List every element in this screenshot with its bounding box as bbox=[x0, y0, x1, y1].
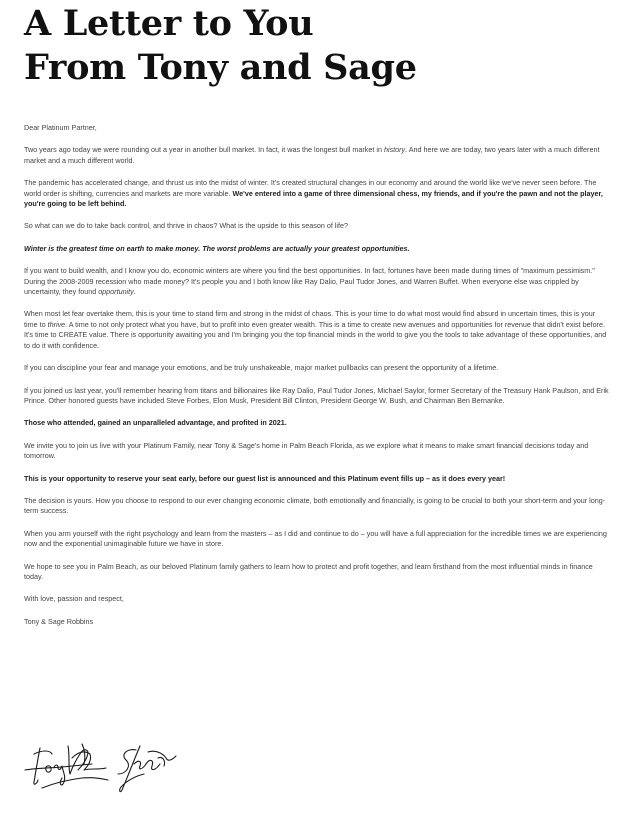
paragraph-10: We invite you to join us live with your Platinum Family, near Tony & Sage's home in Palm Beach Florida, as we explore what it means to make smart financial decisions today and tomorrow. bbox=[24, 440, 589, 461]
paragraph-7: If you can discipline your fear and manage your emotions, and be truly unshakeable, major market pullbacks can present the opportunity of a lifetime. bbox=[24, 363, 499, 373]
paragraph-12: The decision is yours. How you choose to respond to our ever changing economic climate, both emotionally and financially, is going to be crucial to both your short-term and your long-term success. bbox=[24, 495, 606, 516]
paragraph-13: When you arm yourself with the right psychology and learn from the masters – as I did and continue to do – you will have a full appreciation for the incredible times we are experiencing now and the exponential unimaginable future we have in store. bbox=[24, 528, 607, 549]
letter-body bbox=[24, 123, 610, 639]
paragraph-1-text-b: . And here we are today, two years later with a much different market and a much different world. bbox=[24, 145, 600, 165]
sage-signature bbox=[118, 746, 176, 792]
paragraph-5-emphasis: opportunity bbox=[98, 287, 134, 297]
title-line-2: From Tony and Sage bbox=[24, 47, 417, 88]
paragraph-2-bold: We've entered into a game of three dimensional chess, my friends, and if you're the pawn and not the player, you're going to be left behind. bbox=[24, 188, 603, 209]
page-title bbox=[24, 2, 417, 90]
paragraph-5-text-b: . bbox=[133, 287, 136, 297]
paragraph-2-text: The pandemic has accelerated change, and thrust us into the midst of winter. It's created structural changes in our economy and around the world like we've never seen before. The world order is shifting, currencies and markets are more variable. bbox=[24, 178, 597, 198]
paragraph-6 bbox=[24, 309, 610, 351]
paragraph-5 bbox=[24, 266, 610, 297]
paragraph-3: So what can we do to take back control, and thrive in chaos? What is the upside to this season of life? bbox=[24, 221, 349, 231]
tony-signature bbox=[25, 744, 108, 788]
paragraph-1-text-a: Two years ago today we were rounding out a year in another bull market. In fact, it was the longest bull market in bbox=[24, 145, 384, 155]
paragraph-5-text-a: If you want to build wealth, and I know you do, economic winters are where you find the best opportunities. In fact, fortunes have been made during times of "maximum pessimism." During the 2008-2009 recession who made money? It's people you and I both know like Ray Dalio, Paul Tudor Jones, and Warren Buffet. When everyone else was crippled by uncertainty, they found bbox=[24, 266, 595, 297]
signatures bbox=[22, 738, 182, 798]
paragraph-14: We hope to see you in Palm Beach, as our beloved Platinum family gathers to learn how to protect and profit together, and learn firsthand from the most influential minds in finance today. bbox=[24, 561, 593, 581]
paragraph-6-emphasis: thrive bbox=[47, 319, 66, 329]
paragraph-4-headline: Winter is the greatest time on earth to make money. The worst problems are actually your greatest opportunities. bbox=[24, 243, 410, 253]
paragraph-2 bbox=[24, 178, 610, 209]
signoff: Tony & Sage Robbins bbox=[24, 616, 94, 626]
closing: With love, passion and respect, bbox=[24, 594, 124, 604]
title-line-1: A Letter to You bbox=[24, 3, 314, 44]
paragraph-9-bold: Those who attended, gained an unparalleled advantage, and profited in 2021. bbox=[24, 418, 287, 428]
paragraph-11-bold: This is your opportunity to reserve your seat early, before our guest list is announced and this Platinum event fills up – as it does every year! bbox=[24, 473, 506, 483]
paragraph-6-text-b: . A time to not only protect what you have, but to profit into even greater wealth. This is a time to create new avenues and opportunities for revenue that didn't exist before. It's time to CREATE value. There is opportunity awaiting you and I'm bringing you the top financial minds in the world to give you the tools to take advantage of these opportunities, and to do it with confidence. bbox=[24, 319, 607, 350]
paragraph-1-emphasis: history bbox=[383, 145, 406, 155]
paragraph-1 bbox=[24, 145, 610, 166]
salutation: Dear Platinum Partner, bbox=[24, 123, 97, 132]
paragraph-8: If you joined us last year, you'll remember hearing from titans and billionaires like Ray Dalio, Paul Tudor Jones, Michael Saylor, former Secretary of the Treasury Hank Paulson, and Erik Prince. Other honored guests have included Steve Forbes, Elon Musk, President Bill Clinton, President George W. Bush, and Chairman Ben Bernanke. bbox=[24, 385, 609, 405]
paragraph-6-text-a: When most let fear overtake them, this is your time to stand firm and strong in the midst of chaos. This is your time to do what most would find absurd in uncertain times, this is your time to bbox=[24, 309, 596, 329]
